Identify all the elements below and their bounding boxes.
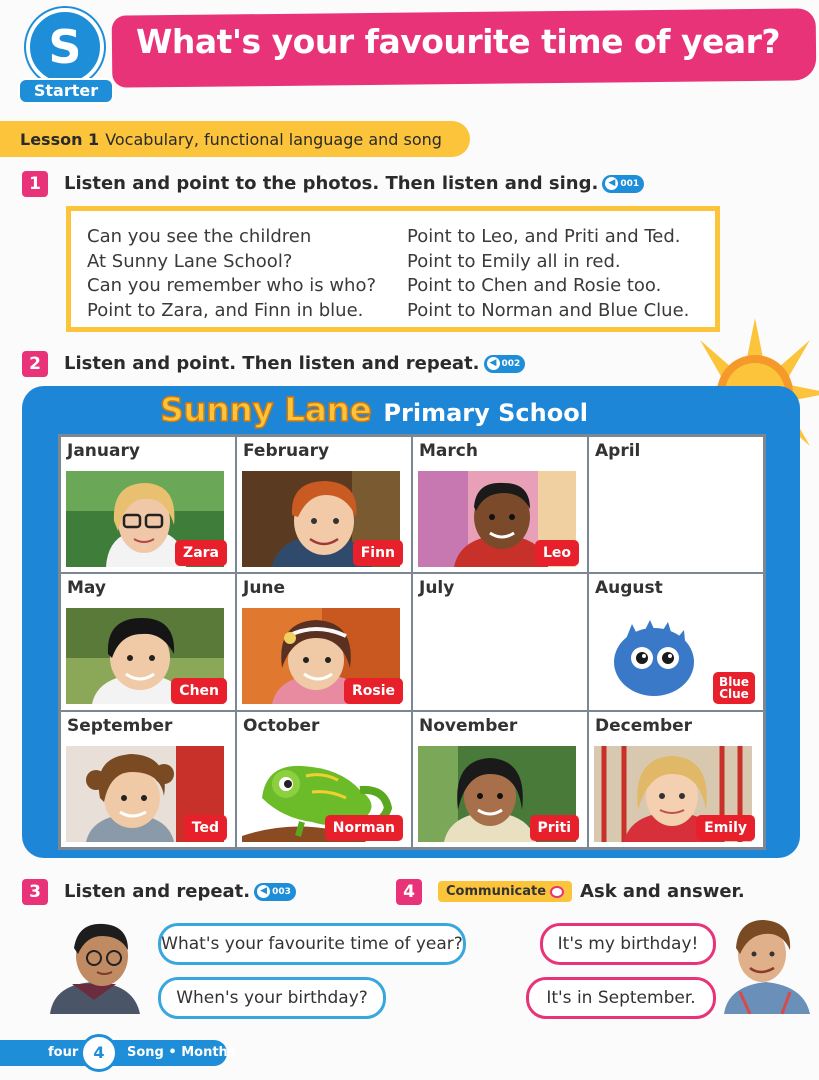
month-label: October [243, 715, 320, 736]
activity-2-heading [64, 353, 525, 374]
activity-4-instruction: Ask and answer. [580, 881, 745, 902]
speech-bubble-4: It's in September. [526, 977, 716, 1019]
lyric-line: Point to Chen and Rosie too. [407, 275, 662, 296]
month-label: April [595, 441, 641, 461]
name-tag: Norman [325, 815, 403, 841]
month-cell-january [60, 436, 236, 573]
activity-1-number: 1 [22, 171, 48, 197]
month-label: March [419, 441, 478, 461]
month-label: January [67, 441, 140, 461]
page-number-word: four [48, 1045, 79, 1060]
name-tag: Rosie [344, 678, 403, 704]
name-tag: Emily [696, 815, 755, 841]
communicate-tag: Communicate [438, 881, 572, 902]
activity-4-number: 4 [396, 879, 422, 905]
month-label: November [419, 715, 518, 736]
lyric-line: Point to Zara, and Finn in blue. [87, 299, 364, 321]
activity-3-heading [64, 881, 296, 902]
boy-glasses-illustration [42, 914, 146, 1014]
month-label: July [419, 578, 455, 599]
speaker-icon: ◀ [257, 885, 270, 898]
lyric-line: Can you remember who is who? [87, 275, 377, 296]
month-cell-october [236, 711, 412, 848]
speech-bubble-1: What's your favourite time of year? [158, 923, 466, 965]
activity-4-heading [438, 881, 745, 902]
months-grid [58, 434, 766, 850]
activity-1-heading [64, 173, 644, 194]
board-title-sub: Primary School [383, 399, 588, 427]
activity-2-number: 2 [22, 351, 48, 377]
activity-3-instruction: Listen and repeat. [64, 881, 251, 902]
footer-topic: Song • Months [127, 1045, 236, 1060]
page-title: What's your favourite time of year? [136, 22, 781, 61]
activity-3-number: 3 [22, 879, 48, 905]
name-tag: Chen [171, 678, 227, 704]
board-title [160, 390, 588, 429]
audio-button-1[interactable]: ◀ 001 [602, 175, 644, 193]
name-tag: Zara [175, 540, 227, 566]
speech-bubble-2: When's your birthday? [158, 977, 386, 1019]
month-label: August [595, 578, 663, 599]
lyric-line: Can you see the children [87, 226, 312, 247]
speaker-icon: ◀ [487, 357, 500, 370]
audio-button-3[interactable]: ◀ 003 [254, 883, 296, 901]
month-label: May [67, 578, 106, 599]
lyric-line: At Sunny Lane School? [87, 250, 293, 272]
lesson-subtitle: Vocabulary, functional language and song [105, 129, 442, 149]
lyric-line: Point to Emily all in red. [407, 250, 621, 272]
lyric-line: Point to Norman and Blue Clue. [407, 299, 690, 321]
starter-badge [18, 8, 114, 98]
name-tag: Ted [184, 815, 227, 841]
name-tag: Leo [535, 540, 579, 566]
month-cell-may [60, 573, 236, 710]
lyric-line: Point to Leo, and Priti and Ted. [407, 226, 681, 247]
lesson-bar [0, 121, 470, 157]
starter-badge-letter: S [26, 8, 104, 86]
name-tag: Blue Clue [713, 672, 755, 704]
song-lyrics-right [407, 225, 689, 327]
month-cell-december [588, 711, 764, 848]
speech-bubble-3: It's my birthday! [540, 923, 716, 965]
speaker-icon: ◀ [605, 177, 618, 190]
activity-2-instruction: Listen and point. Then listen and repeat. [64, 353, 480, 374]
name-tag: Priti [530, 815, 579, 841]
starter-badge-label: Starter [18, 78, 114, 104]
month-label: December [595, 715, 693, 736]
month-cell-april [588, 436, 764, 573]
board-title-main: Sunny Lane [160, 390, 372, 429]
month-cell-august [588, 573, 764, 710]
activity-1-instruction: Listen and point to the photos. Then listen and sing. [64, 173, 599, 194]
lesson-label: Lesson 1 [20, 129, 100, 149]
month-label: June [243, 578, 286, 599]
audio-button-2[interactable]: ◀ 002 [484, 355, 526, 373]
name-tag: Finn [353, 540, 403, 566]
song-lyrics-left [87, 225, 407, 327]
song-lyrics-box [66, 206, 720, 332]
month-cell-march [412, 436, 588, 573]
month-cell-july [412, 573, 588, 710]
page-number: 4 [80, 1034, 118, 1072]
month-label: September [67, 715, 173, 736]
month-cell-june [236, 573, 412, 710]
month-cell-february [236, 436, 412, 573]
boy-smiling-illustration [720, 910, 812, 1014]
month-cell-september [60, 711, 236, 848]
month-label: February [243, 441, 330, 461]
month-cell-november [412, 711, 588, 848]
speech-bubble-icon [550, 886, 564, 898]
